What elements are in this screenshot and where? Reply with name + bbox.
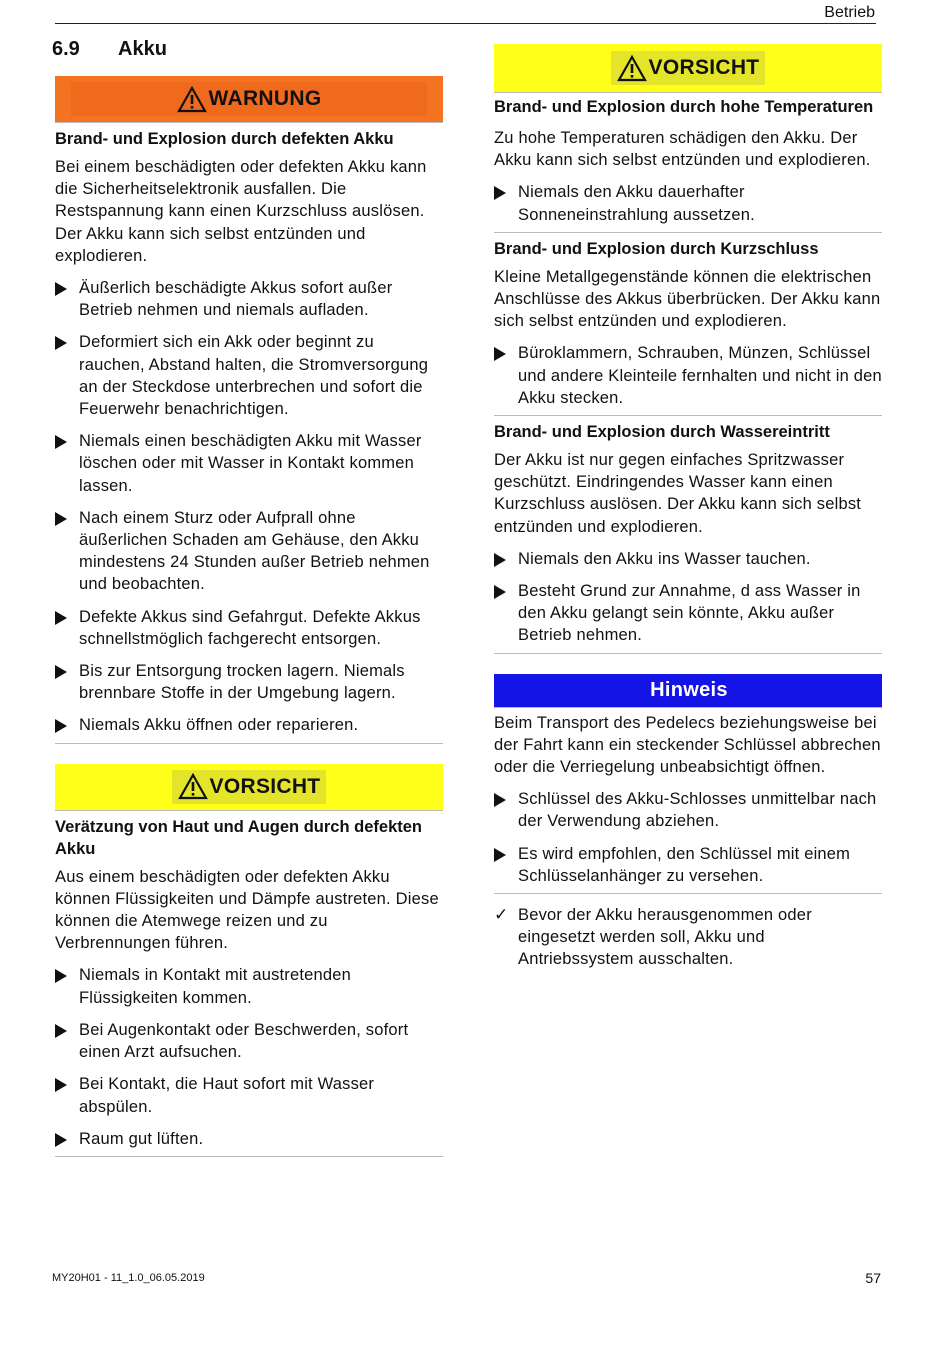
arrow-bullet-icon	[55, 512, 67, 526]
list-item: Bei Kontakt, die Haut sofort mit Wasser abspülen.	[55, 1073, 443, 1117]
right-column	[494, 44, 882, 971]
block-heading: Brand- und Explosion durch Kurzschluss	[494, 239, 819, 258]
warning-steps	[55, 277, 443, 737]
caution-label-right: VORSICHT	[648, 56, 760, 79]
warning-triangle-icon	[177, 86, 207, 113]
note-block	[494, 708, 882, 894]
checkmark-icon: ✓	[494, 905, 509, 925]
warning-text: Bei einem beschädigten oder defekten Akku kann die Sicherheitselektronik ausfallen. Die Restspannung kann einen Kurzschluss auslösen. Der Akku kann sich selbst entzünden und explodieren.	[55, 158, 427, 265]
arrow-bullet-icon	[494, 585, 506, 599]
left-column	[55, 76, 443, 1157]
list-item: Äußerlich beschädigte Akkus sofort außer Betrieb nehmen und niemals aufladen.	[55, 277, 443, 321]
caution-label: VORSICHT	[209, 774, 321, 798]
right-block-short-circuit	[494, 233, 882, 416]
section-title	[52, 38, 167, 61]
note-sign	[494, 674, 882, 708]
caution-sign	[55, 764, 443, 811]
arrow-bullet-icon	[55, 1024, 67, 1038]
list-item: Niemals Akku öffnen oder reparieren.	[55, 714, 443, 736]
section-title-text: Akku	[118, 38, 167, 60]
arrow-bullet-icon	[55, 435, 67, 449]
note-text: Beim Transport des Pedelecs beziehungsweise bei der Fahrt kann ein steckender Schlüssel abbrechen oder die Verriegelung unbeabsichtigt öffnen.	[494, 713, 881, 777]
warning-block	[55, 123, 443, 744]
arrow-bullet-icon	[55, 1078, 67, 1092]
caution-sign-right	[494, 44, 882, 93]
arrow-bullet-icon	[494, 186, 506, 200]
list-item: Besteht Grund zur Annahme, d ass Wasser in den Akku gelangt sein könnte, Akku außer Betrieb nehmen.	[494, 580, 882, 647]
caution-heading: Verätzung von Haut und Augen durch defekten Akku	[55, 817, 422, 858]
list-item: Raum gut lüften.	[55, 1128, 443, 1150]
list-item: Niemals einen beschädigten Akku mit Wasser löschen oder mit Wasser in Kontakt kommen lassen.	[55, 430, 443, 497]
arrow-bullet-icon	[55, 336, 67, 350]
section-number: 6.9	[52, 38, 80, 60]
warning-sign	[55, 76, 443, 123]
arrow-bullet-icon	[55, 719, 67, 733]
warning-label: WARNUNG	[208, 87, 322, 110]
list-item: Bis zur Entsorgung trocken lagern. Niemals brennbare Stoffe in der Umgebung lagern.	[55, 660, 443, 704]
caution-text: Aus einem beschädigten oder defekten Akku können Flüssigkeiten und Dämpfe austreten. Diese können die Atemwege reizen und zu Verbrennungen führen.	[55, 867, 439, 953]
arrow-bullet-icon	[494, 793, 506, 807]
list-item: Nach einem Sturz oder Aufprall ohne äußerlichen Schaden am Gehäuse, den Akku mindestens 24 Stunden außer Betrieb nehmen und beobachten.	[55, 507, 443, 596]
list-item: Niemals in Kontakt mit austretenden Flüssigkeiten kommen.	[55, 964, 443, 1008]
right-block-temperature	[494, 93, 882, 233]
warning-heading: Brand- und Explosion durch defekten Akku	[55, 130, 394, 148]
list-item: Defekte Akkus sind Gefahrgut. Defekte Akkus schnellstmöglich fachgerecht entsorgen.	[55, 606, 443, 650]
footer-doc-id: MY20H01 - 11_1.0_06.05.2019	[52, 1272, 205, 1284]
block-steps	[494, 342, 882, 409]
list-item: Bei Augenkontakt oder Beschwerden, sofort einen Arzt aufsuchen.	[55, 1019, 443, 1063]
caution-block	[55, 811, 443, 1157]
block-text: Kleine Metallgegenstände können die elektrischen Anschlüsse des Akkus überbrücken. Der Akku kann sich selbst entzünden und explodieren.	[494, 267, 881, 331]
caution-steps	[55, 964, 443, 1149]
arrow-bullet-icon	[55, 969, 67, 983]
list-item: Niemals den Akku ins Wasser tauchen.	[494, 548, 882, 570]
block-text: Zu hohe Temperaturen schädigen den Akku. Der Akku kann sich selbst entzünden und explodieren.	[494, 129, 871, 170]
running-head: Betrieb	[824, 4, 875, 21]
list-item: Deformiert sich ein Akk oder beginnt zu rauchen, Abstand halten, die Stromversorgung an der Steckdose unterbrechen und sofort die Feuerwehr benachrichtigen.	[55, 331, 443, 420]
arrow-bullet-icon	[494, 553, 506, 567]
list-item: Büroklammern, Schrauben, Münzen, Schlüssel und andere Kleinteile fernhalten und nicht in den Akku stecken.	[494, 342, 882, 409]
block-heading: Brand- und Explosion durch hohe Temperaturen	[494, 98, 874, 116]
list-item: Schlüssel des Akku-Schlosses unmittelbar nach der Verwendung abziehen.	[494, 788, 882, 832]
check-list	[494, 904, 882, 971]
block-steps	[494, 181, 882, 225]
block-steps	[494, 548, 882, 647]
list-item: ✓ Bevor der Akku herausgenommen oder eingesetzt werden soll, Akku und Antriebssystem ausschalten.	[494, 905, 812, 969]
arrow-bullet-icon	[55, 611, 67, 625]
arrow-bullet-icon	[55, 282, 67, 296]
right-block-water	[494, 416, 882, 654]
caution-triangle-icon	[178, 773, 208, 800]
arrow-bullet-icon	[494, 848, 506, 862]
note-label: Hinweis	[650, 678, 728, 701]
list-item: Niemals den Akku dauerhafter Sonneneinstrahlung aussetzen.	[494, 181, 882, 225]
note-steps	[494, 788, 882, 887]
arrow-bullet-icon	[494, 347, 506, 361]
list-item: Es wird empfohlen, den Schlüssel mit einem Schlüsselanhänger zu versehen.	[494, 843, 882, 887]
block-heading: Brand- und Explosion durch Wassereintritt	[494, 423, 830, 442]
arrow-bullet-icon	[55, 1133, 67, 1147]
header-rule	[55, 23, 876, 24]
block-text: Der Akku ist nur gegen einfaches Spritzwasser geschützt. Eindringendes Wasser kann einen Kurzschluss auslösen. Der Akku kann sich selbst entzünden und explodieren.	[494, 451, 862, 536]
footer-page-number: 57	[865, 1270, 881, 1286]
caution-triangle-icon	[617, 55, 647, 82]
arrow-bullet-icon	[55, 665, 67, 679]
